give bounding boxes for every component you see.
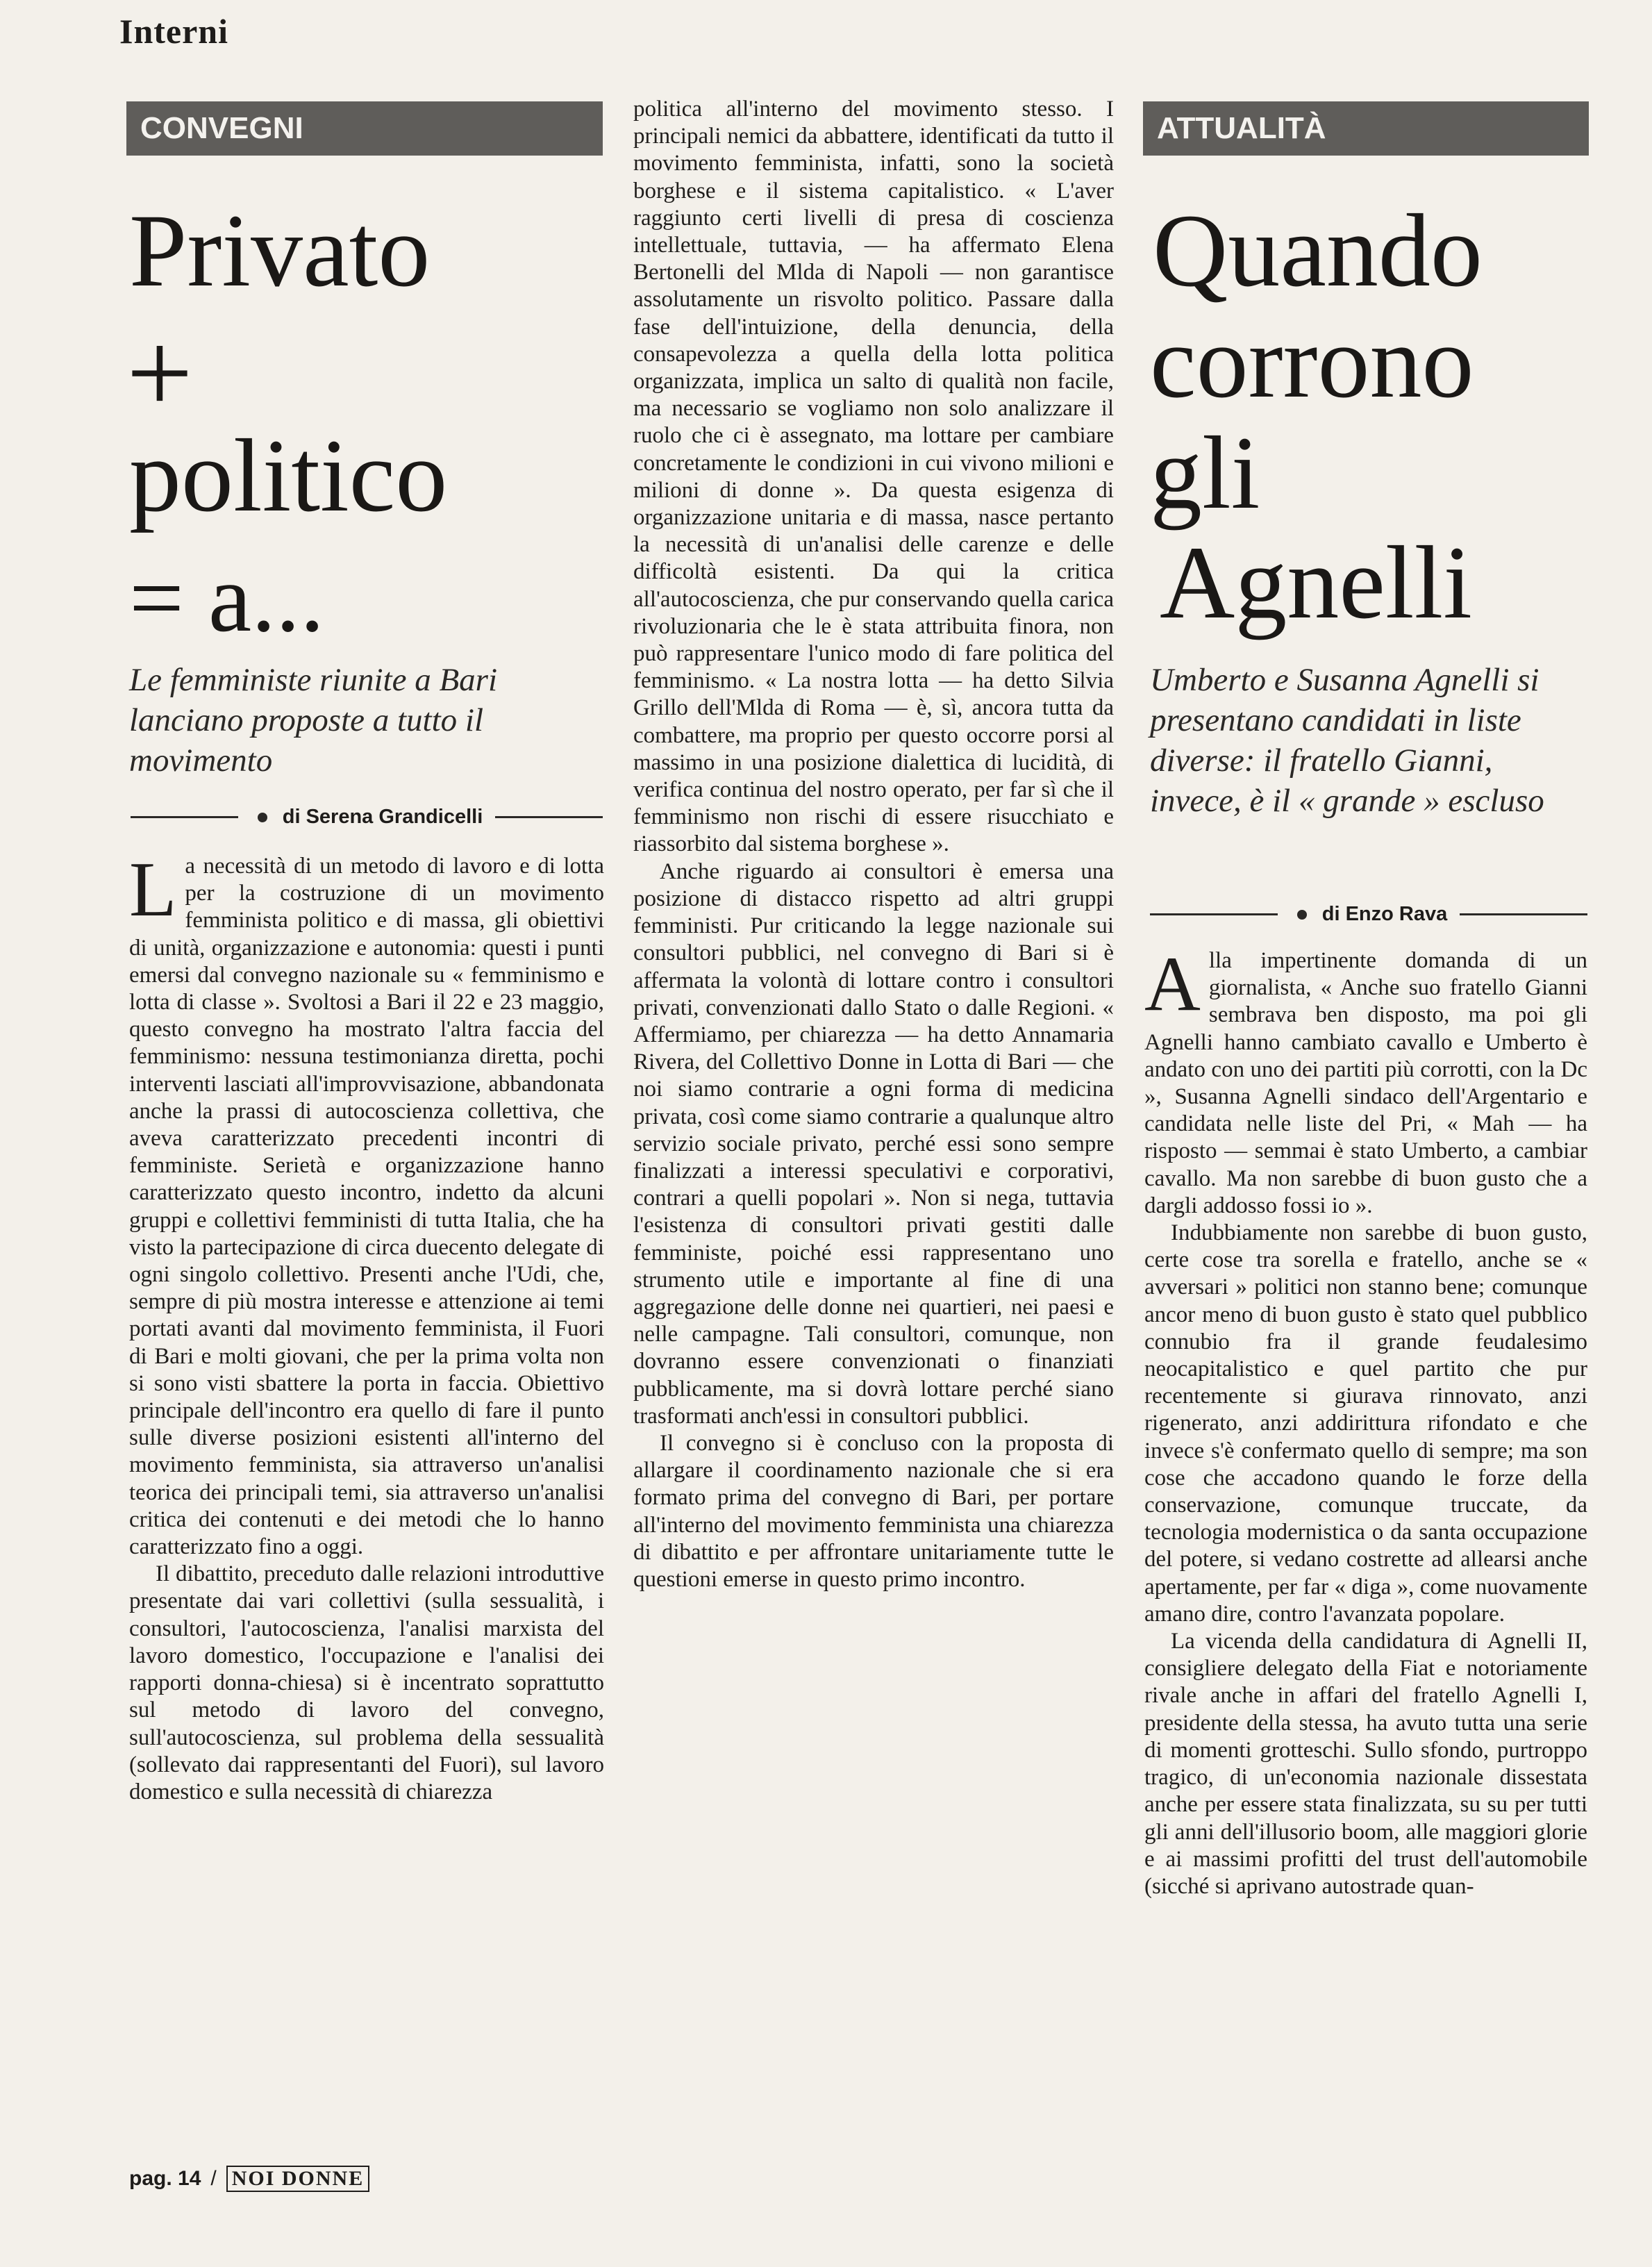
byline-rule-right	[1460, 913, 1587, 915]
headline-line-1: Privato	[129, 193, 431, 308]
headline-line-4: = a...	[129, 545, 325, 652]
right-deck: Umberto e Susanna Agnelli si presentano candidati in liste diverse: il fratello Gianni, invece, è il « grande » escluso	[1150, 662, 1544, 819]
section-title: Interni	[119, 12, 228, 51]
byline-text: di Serena Grandicelli	[282, 806, 483, 828]
right-body	[1144, 941, 1587, 1900]
right-paragraph-1: Alla impertinente domanda di un giornalista, « Anche suo fratello Gianni sembrava ben disposto, ma poi gli Agnelli hanno cambiato cavallo e Umberto è andato con uno dei partiti più corrotti, con la Dc », Susanna Agnelli sindaco dell'Argentario e candidata nelle liste del Pri, « Mah — ha risposto — semmai è stato Umberto, a cambiar cavallo. Ma non sarebbe di buon gusto che a dargli addosso fossi io ».	[1144, 941, 1587, 1218]
page-footer	[129, 2166, 369, 2192]
right-headline-line-3: gli	[1150, 415, 1260, 531]
right-paragraph-3: La vicenda della candidatura di Agnelli II, consigliere delegato della Fiat e notoriamente rivale anche in affari del fratello Agnelli I, presidente della stessa, ha avuto tutta una serie di momenti grotteschi. Sullo sfondo, purtroppo tragico, di un'economia nazionale dissestata anche per essere stata finalizzata, su su per tutti gli anni dell'illusorio boom, alle maggiori glorie e ai massimi profitti del trust dell'automobile (sicché si aprivano autostrade quan-	[1144, 1629, 1587, 1899]
right-headline-line-4: Agnelli	[1160, 525, 1472, 640]
byline-rule-left	[1150, 913, 1278, 915]
left-paragraph-2: Il dibattito, preceduto dalle relazioni introduttive presentate dai vari collettivi (sulla sessualità, i consultori, l'autocoscienza, l'analisi marxista del lavoro domestico, l'occupazione e l'analisi dei rapporti donna-chiesa) si è incentrato soprattutto sul metodo di lavoro del convegno, sull'autocoscienza, sul problema della sessualità (sollevato dai rappresentanti del Fuori), sul lavoro domestico e sulla necessità di chiarezza	[129, 1561, 604, 1804]
byline-text: di Enzo Rava	[1321, 903, 1448, 925]
section-label-convegni: CONVEGNI	[126, 101, 603, 156]
left-paragraph-1: La necessità di un metodo di lavoro e di lotta per la costruzione di un movimento femminista politico e di massa, gli obiettivi di unità, organizzazione e autonomia: questi i punti emersi dal convegno nazionale su « femminismo e lotta di classe ». Svoltosi a Bari il 22 e 23 maggio, questo convegno ha mostrato l'altra faccia del femminismo: nessuna testimonianza diretta, pochi interventi lasciati all'improvvisazione, abbandonata anche la prassi di autocoscienza collettiva, che aveva caratterizzato precedenti incontri di femministe. Serietà e organizzazione hanno caratterizzato questo incontro, indetto da alcuni gruppi e collettivi femministi di tutta Italia, che ha visto la partecipazione di circa duecento delegate di ogni singolo collettivo. Presenti anche l'Udi, che, sempre di più mostra interesse e attenzione ai temi portati avanti dal movimento femminista, il Fuori di Bari e molti giovani, che per la prima volta non si sono visti sbattere la porta in faccia. Obiettivo principale dell'incontro era quello di fare il punto sulle diverse posizioni esistenti all'interno del movimento femminista, sia attraverso un'analisi teorica dei principali temi, sia attraverso un'analisi critica dei contenuti e dei metodi che lo hanno caratterizzato fino a oggi.	[129, 847, 604, 1560]
headline-line-2: +	[126, 308, 193, 438]
left-deck: Le femministe riunite a Bari lanciano proposte a tutto il movimento	[129, 662, 498, 779]
byline-rule-left	[131, 816, 238, 818]
byline-bullet	[258, 813, 267, 822]
byline-rule-right	[495, 816, 603, 818]
headline-line-3: politico	[129, 418, 448, 533]
middle-paragraph-3: Il convegno si è concluso con la proposta di allargare il coordinamento nazionale che si era formato prima del convegno di Bari, per portare all'interno del movimento femminista una chiarezza di dibattito e per affrontare unitariamente tutte le questioni emerse in questo primo incontro.	[633, 1430, 1114, 1592]
dropcap: L	[129, 847, 177, 933]
dropcap: A	[1144, 941, 1201, 1027]
left-body	[129, 847, 604, 1806]
right-byline	[1150, 903, 1587, 926]
left-byline	[131, 806, 603, 829]
byline-bullet	[1297, 910, 1307, 920]
middle-body	[633, 96, 1114, 1593]
right-headline-line-2: corrono	[1150, 304, 1474, 420]
middle-paragraph-1: politica all'interno del movimento stesso. I principali nemici da abbattere, identificati da tutto il movimento femminista, infatti, sono la società borghese e il sistema capitalistico. « L'aver raggiunto certi livelli di presa di coscienza intellettuale, tuttavia, — ha affermato Elena Bertonelli del Mlda di Napoli — non garantisce assolutamente un risvolto politico. Passare dalla fase dell'intuizione, della denuncia, della consapevolezza a quella della lotta politica organizzata, implica un salto di qualità non facile, ma necessario se vogliamo non solo analizzare il ruolo che ci è assegnato, ma lottare per cambiare concretamente le condizioni in cui vivono milioni e milioni di donne ». Da questa esigenza di organizzazione unitaria e di massa, nasce pertanto la necessità di un'analisi delle carenze e delle difficoltà esistenti. Da qui la critica all'autocoscienza, che pur conservando quella carica rivoluzionaria che le è stata attribuita finora, non può rappresentare l'unico modo di fare politica del femminismo. « La nostra lotta — ha detto Silvia Grillo dell'Mlda di Roma — è, sì, ancora tutta da combattere, ma proprio per questo occorre porsi al massimo in una posizione dialettica di lucidità, di verifica continua del nostro operato, per far sì che il femminismo non rischi di essere risucchiato e riassorbito dal sistema borghese ».	[633, 97, 1114, 857]
page-number: pag. 14	[129, 2167, 201, 2190]
middle-paragraph-2: Anche riguardo ai consultori è emersa una posizione di distacco rispetto ad altri gruppi femministi. Pur criticando la legge nazionale sui consultori pubblici, nel convegno di Bari si è affermata la volontà di lottare contro i consultori privati, convenzionati dallo Stato o dalle Regioni. « Affermiamo, per chiarezza — ha detto Annamaria Rivera, del Collettivo Donne in Lotta di Bari — che noi siamo contrarie a ogni forma di medicina privata, così come siamo contrarie a qualunque altro servizio sociale privato, perché essi sono sempre finalizzati a interessi speculativi e corporativi, contrari a quelli popolari ». Non si nega, tuttavia l'esistenza di consultori privati gestiti dalle femministe, poiché essi rappresentano uno strumento utile e importante al fine di una aggregazione delle donne nei quartieri, nei paesi e nelle campagne. Tali consultori, comunque, non dovranno essere convenzionati o finanziati pubblicamente, ma si dovrà lottare perché siano trasformati anch'essi in consultori pubblici.	[633, 858, 1114, 1429]
right-headline-line-1: Quando	[1153, 193, 1483, 308]
right-paragraph-2: Indubbiamente non sarebbe di buon gusto, certe cose tra sorella e fratello, anche se « avversari » politici non stanno bene; comunque ancor meno di buon gusto è stato quel pubblico connubio fra il grande feudalesimo neocapitalistico e quel partito che pur recentemente si giurava rinnovato, anzi rigenerato, anzi addirittura rifondato e che invece s'è confermato quello di sempre; ma son cose che accadono quando le forze della conservazione, comunque truccate, da tecnologia modernistica o da santa occupazione del potere, si vedano costrette ad allearsi anche apertamente, per far « diga », come nuovamente amano dire, contro l'avanzata popolare.	[1144, 1220, 1587, 1627]
footer-separator: /	[210, 2167, 217, 2190]
magazine-logo: NOI DONNE	[226, 2166, 370, 2192]
section-label-attualita: ATTUALITÀ	[1143, 101, 1589, 156]
